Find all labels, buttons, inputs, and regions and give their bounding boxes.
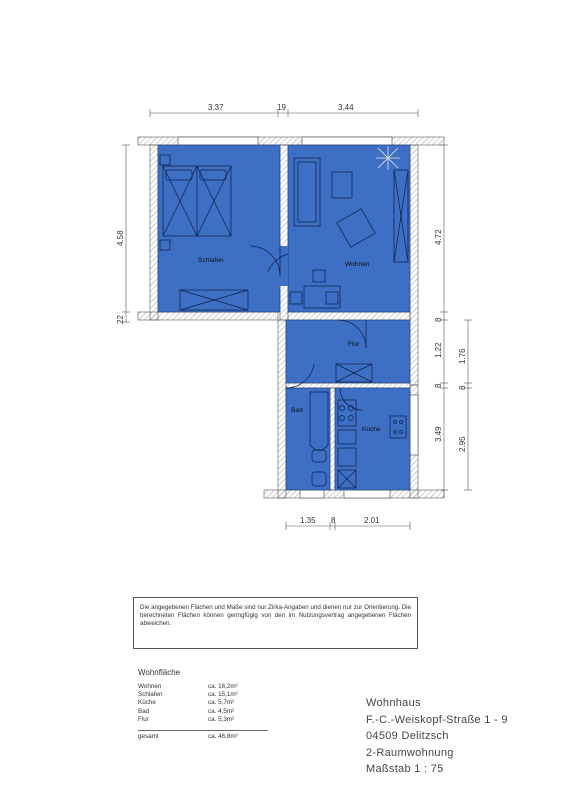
title-address: F.-C.-Weiskopf-Straße 1 - 9 (366, 713, 508, 726)
room-flur (286, 320, 410, 383)
area-table (138, 668, 268, 740)
dim-outer-1: 1.76 (458, 348, 467, 364)
area-row: Flur ca. 5,3m² (138, 715, 235, 723)
dim-right-5: 3.49 (434, 426, 443, 442)
dim-left-2: 22 (116, 315, 125, 324)
dim-left-1: 4.58 (116, 230, 125, 246)
room-label-bad: Bad (291, 407, 303, 414)
room-bad (286, 388, 330, 490)
dim-right-2: 8 (434, 317, 443, 322)
area-row: Küche ca. 5,7m² (138, 699, 235, 707)
dim-right-1: 4.72 (434, 229, 443, 245)
title-block (366, 695, 508, 778)
title-city: 04509 Delitzsch (366, 730, 449, 742)
room-label-flur: Flur (348, 341, 360, 348)
title-scale: Maßstab 1 : 75 (366, 763, 444, 775)
area-total-row: gesamt ca. 46,8m² (138, 730, 268, 740)
room-label-schlafen: Schlafen (198, 257, 224, 264)
dim-bottom-1: 1.35 (300, 516, 316, 525)
dim-bottom-2: 8 (331, 516, 336, 525)
room-label-wohnen: Wohnen (345, 261, 370, 268)
dim-right-4: 8 (434, 383, 443, 388)
dim-bottom-3: 2.01 (364, 516, 380, 525)
title-building: Wohnhaus (366, 697, 421, 709)
area-row: Bad ca. 4,5m² (138, 707, 235, 715)
room-label-kueche: Küche (362, 426, 381, 433)
disclaimer-box (133, 597, 418, 649)
dim-top-2: 19 (277, 103, 286, 112)
room-wohnen (288, 145, 410, 312)
dim-right-3: 1.22 (434, 342, 443, 358)
plant-icon (376, 146, 400, 170)
dim-outer-3: 2.95 (458, 436, 467, 452)
area-row: Wohnen ca. 16,2m² (138, 683, 238, 690)
area-row: Schlafen ca. 15,1m² (138, 691, 238, 699)
area-table-title: Wohnfläche (138, 668, 181, 677)
title-apartment-type: 2-Raumwohnung (366, 746, 454, 759)
dim-top-1: 3.37 (208, 103, 224, 112)
disclaimer-text: Die angegebenen Flächen und Maße sind nur Zirka-Angaben und dienen nur zur Orientierung. Die berechneten Flächen können geringfügig von den im Nutzungsvertrag angegebenen Flächen abweichen. (140, 604, 411, 628)
dim-outer-2: 8 (458, 385, 467, 390)
dim-top-3: 3.44 (338, 103, 354, 112)
